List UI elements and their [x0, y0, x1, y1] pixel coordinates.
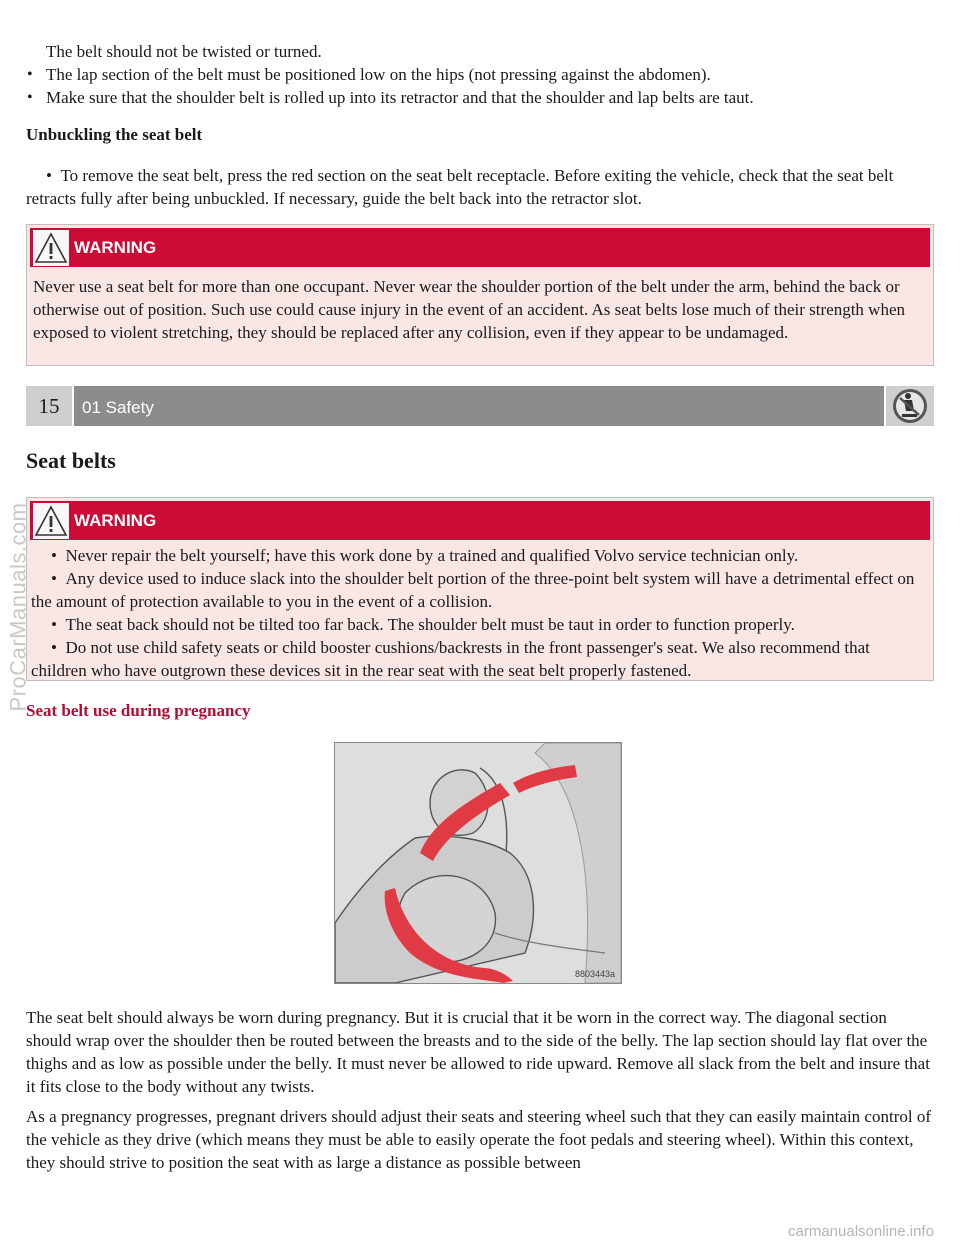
warning-title: WARNING	[74, 511, 157, 530]
page-number: 15	[26, 386, 72, 426]
warning-box-2	[26, 497, 934, 681]
section-icon-box	[886, 386, 934, 426]
warning-triangle-icon	[33, 230, 69, 266]
bullet-glyph: •	[51, 569, 66, 588]
warning-body: Never use a seat belt for more than one occupant. Never wear the shoulder portion of the belt under the arm, behind the back or otherwise out of position. Such use could cause injury in the event of an accident. As seat belts lose much of their strength when exposed to violent stretching, they should be replaced after any collision, even if they appear to be undamaged.	[33, 277, 905, 342]
pregnancy-paragraph-2: As a pregnancy progresses, pregnant drivers should adjust their seats and steering wheel such that they can easily maintain control of the vehicle as they drive (which means they must be able to easily operate the foot pedals and steering wheel). Within this context, they should strive to position the seat with as large a distance as possible between	[26, 1107, 931, 1172]
unbuckling-bullet: To remove the seat belt, press the red section on the seat belt receptacle. Before exiting the vehicle, check that the seat belt retracts fully after being unbuckled. If necessary, guide the belt back into the retractor slot.	[26, 166, 894, 208]
bullet-glyph: •	[51, 546, 66, 565]
warning-item-text: The seat back should not be tilted too far back. The shoulder belt must be taut in order to function properly.	[65, 615, 795, 634]
list-item: • The lap section of the belt must be positioned low on the hips (not pressing against the abdomen).	[0, 63, 934, 86]
warning-body	[27, 540, 933, 688]
list-item: • Make sure that the shoulder belt is rolled up into its retractor and that the shoulder and lap belts are taut.	[0, 86, 934, 109]
bullet-glyph: •	[51, 638, 66, 657]
watermark-left: ProCarManuals.com	[5, 502, 31, 712]
pregnancy-heading: Seat belt use during pregnancy	[26, 701, 251, 720]
list-item	[27, 544, 929, 567]
pregnancy-paragraph-1: The seat belt should always be worn during pregnancy. But it is crucial that it be worn in the correct way. The diagonal section should wrap over the shoulder then be routed between the breasts and to the side of the belly. The lap section should lay flat over the thighs and as low as possible under the belly. It must never be allowed to ride upward. Remove all slack from the belt and insure that it fits close to the body without any twists.	[26, 1008, 930, 1096]
warning-item-text: Never repair the belt yourself; have this work done by a trained and qualified Volvo service technician only.	[65, 546, 799, 565]
section-title-bar	[74, 386, 884, 426]
list-item	[27, 613, 929, 636]
warning-header	[30, 501, 930, 540]
warning-item-text: Do not use child safety seats or child booster cushions/backrests in the front passenger's seat. We also recommend that children who have outgrown these devices sit in the rear seat with the seat belt properly fastened.	[31, 638, 870, 680]
page-title: Seat belts	[26, 448, 116, 473]
belt-bullets	[0, 63, 934, 109]
unbuckling-heading: Unbuckling the seat belt	[26, 125, 203, 144]
section-title: 01 Safety	[82, 398, 154, 417]
list-item	[27, 636, 929, 682]
warning-item-text: Any device used to induce slack into the shoulder belt portion of the three-point belt system will have a detrimental effect on the amount of protection available to you in the event of a collision.	[31, 569, 915, 611]
bullet-glyph: •	[46, 166, 61, 185]
seatbelt-icon	[886, 386, 934, 426]
bullet-glyph: •	[51, 615, 66, 634]
warning-triangle-icon	[33, 503, 69, 539]
section-header	[26, 386, 934, 426]
pregnancy-belt-illustration	[334, 742, 622, 984]
warning-title: WARNING	[74, 238, 157, 257]
list-item	[27, 567, 929, 613]
warning-header	[30, 228, 930, 267]
watermark-bottom: carmanualsonline.info	[788, 1223, 934, 1240]
warning-box-1	[26, 224, 934, 366]
unbuckling-text	[26, 164, 934, 210]
figure-code: 8803443a	[574, 969, 615, 979]
continuation-text: The belt should not be twisted or turned.	[46, 42, 322, 61]
